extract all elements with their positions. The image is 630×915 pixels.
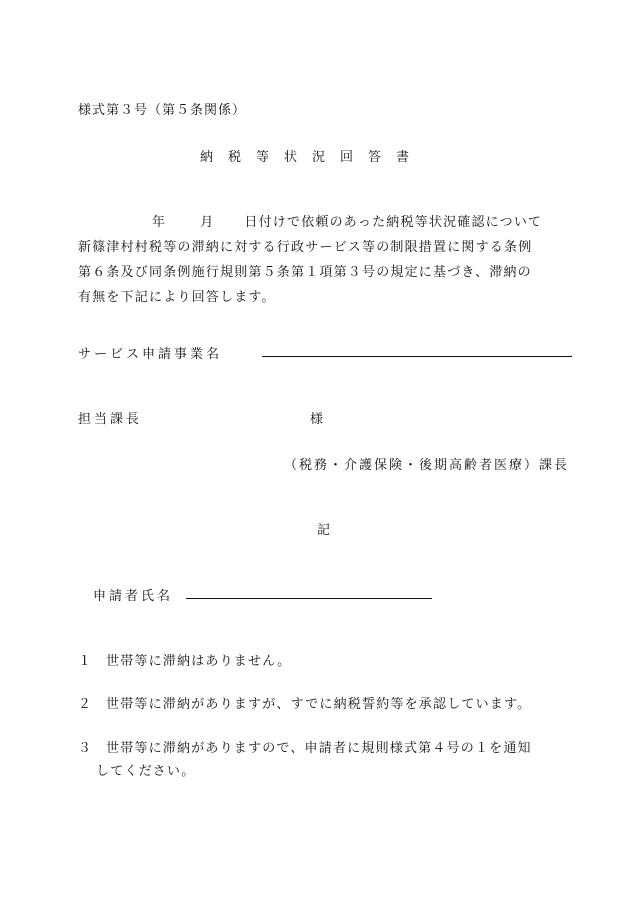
item-text: 世帯等に滞納がありますので、申請者に規則様式第４号の１を通知: [106, 741, 532, 756]
item-text-continued: してください。: [96, 764, 196, 779]
form-number: 様式第３号（第５条関係）: [78, 103, 247, 118]
body-line-3: 第６条及び同条例施行規則第５条第１項第３号の規定に基づき、滞納の: [78, 265, 532, 280]
month-label: 月: [200, 215, 215, 230]
body-line-1: [78, 210, 578, 235]
list-item: [78, 650, 291, 673]
item-number: ３: [78, 741, 93, 756]
applicant-name-label: 申請者氏名: [93, 589, 174, 604]
service-name-label: サービス申請事業名: [78, 347, 223, 362]
item-text: 世帯等に滞納がありますが、すでに納税誓約等を承認しています。: [106, 697, 532, 712]
body-paragraph: [78, 210, 578, 310]
addressee-label: 担当課長: [78, 412, 143, 427]
body-line-2: 新篠津村村税等の滞納に対する行政サービス等の制限措置に関する条例: [78, 240, 533, 255]
list-item: [78, 693, 531, 716]
service-name-field[interactable]: [262, 356, 572, 357]
applicant-name-field[interactable]: [186, 598, 432, 599]
year-label: 年: [152, 215, 167, 230]
item-number: １: [78, 654, 93, 669]
addressee-honorific: 様: [310, 412, 324, 427]
signer-title: （税務・介護保険・後期高齢者医療）課長: [284, 458, 570, 473]
document-title: 納税等状況回答書: [200, 150, 425, 165]
item-text: 世帯等に滞納はありません。: [106, 654, 292, 669]
list-item: [78, 737, 532, 783]
item-number: ２: [78, 697, 93, 712]
body-line-4: 有無を下記により回答します。: [78, 290, 276, 305]
ki-heading: 記: [317, 523, 331, 538]
body-line-1-text: 日付けで依頼のあった納税等状況確認について: [244, 215, 543, 230]
